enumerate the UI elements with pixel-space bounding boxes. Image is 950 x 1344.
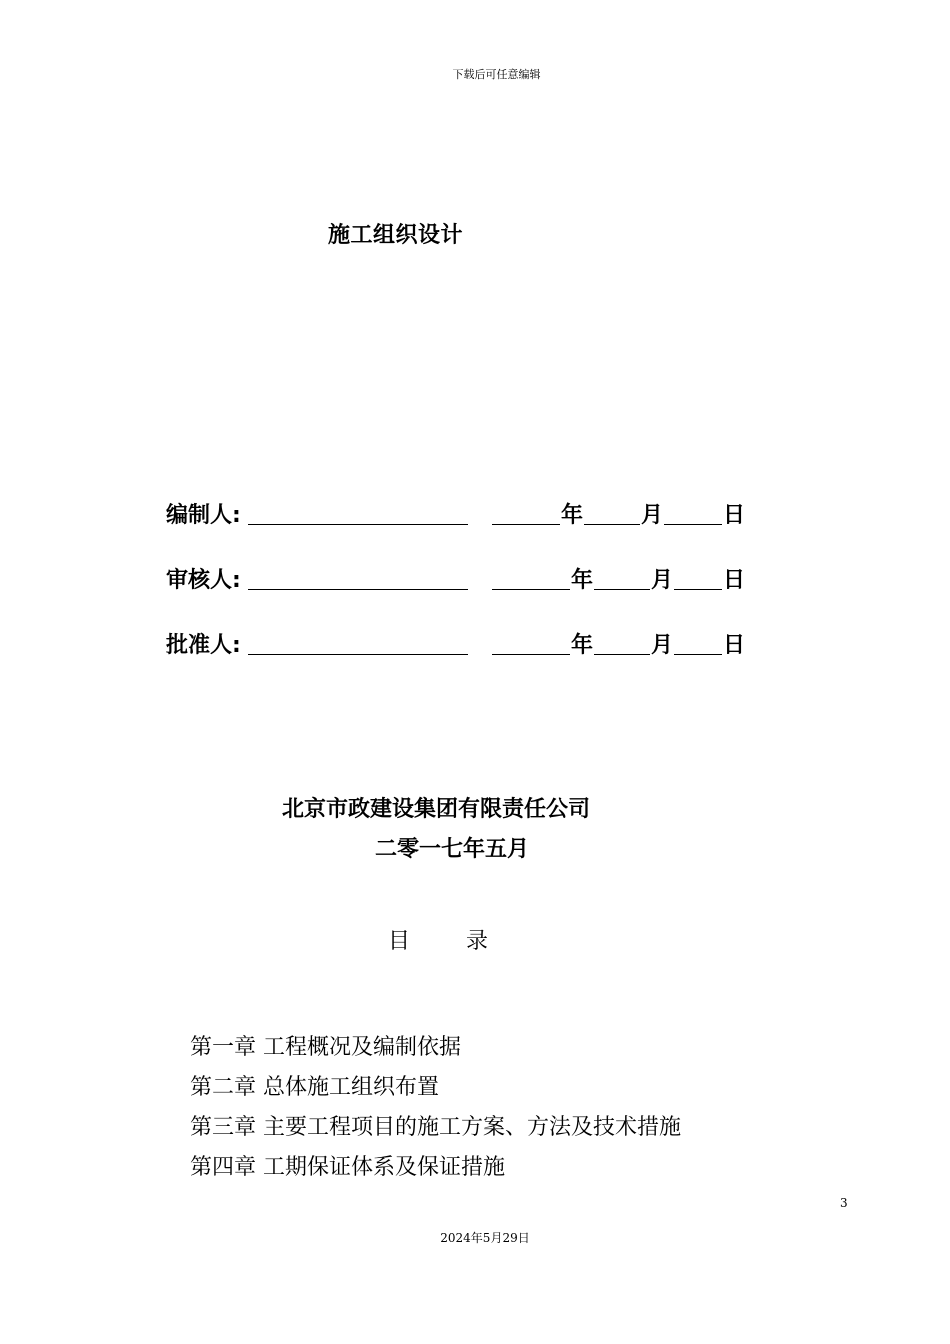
year-blank-line [492,524,560,525]
month-unit: 月 [641,503,664,528]
toc-item[interactable]: 第一章 工程概况及编制依据 [190,1035,461,1060]
day-unit: 日 [723,633,746,658]
signature-label: 审核人: [166,568,241,593]
toc-title-left: 目 [388,929,411,954]
month-blank-line [594,654,650,655]
footer-date: 2024年5月29日 [440,1231,530,1245]
signature-row-reviewer [166,563,766,595]
month-blank-line [594,589,650,590]
day-blank-line [664,524,722,525]
name-blank-line [248,524,468,525]
year-unit: 年 [571,633,594,658]
signature-row-approver [166,628,766,660]
name-blank-line [248,654,468,655]
page-number: 3 [840,1196,848,1210]
header-note: 下载后可任意编辑 [452,68,541,81]
toc-item[interactable]: 第二章 总体施工组织布置 [190,1075,439,1100]
month-unit: 月 [651,633,674,658]
day-unit: 日 [723,568,746,593]
day-unit: 日 [723,503,746,528]
day-blank-line [674,589,722,590]
name-blank-line [248,589,468,590]
month-blank-line [584,524,640,525]
toc-title-right: 录 [466,929,489,954]
year-unit: 年 [571,568,594,593]
year-unit: 年 [561,503,584,528]
signature-row-compiler [166,498,766,530]
year-blank-line [492,589,570,590]
day-blank-line [674,654,722,655]
toc-item[interactable]: 第三章 主要工程项目的施工方案、方法及技术措施 [190,1115,681,1140]
toc-title [388,924,488,955]
document-date: 二零一七年五月 [375,837,530,862]
document-title: 施工组织设计 [328,223,464,248]
signature-label: 编制人: [166,503,241,528]
toc-item[interactable]: 第四章 工期保证体系及保证措施 [190,1155,505,1180]
year-blank-line [492,654,570,655]
month-unit: 月 [651,568,674,593]
signature-label: 批准人: [166,633,241,658]
company-name: 北京市政建设集团有限责任公司 [282,797,591,822]
